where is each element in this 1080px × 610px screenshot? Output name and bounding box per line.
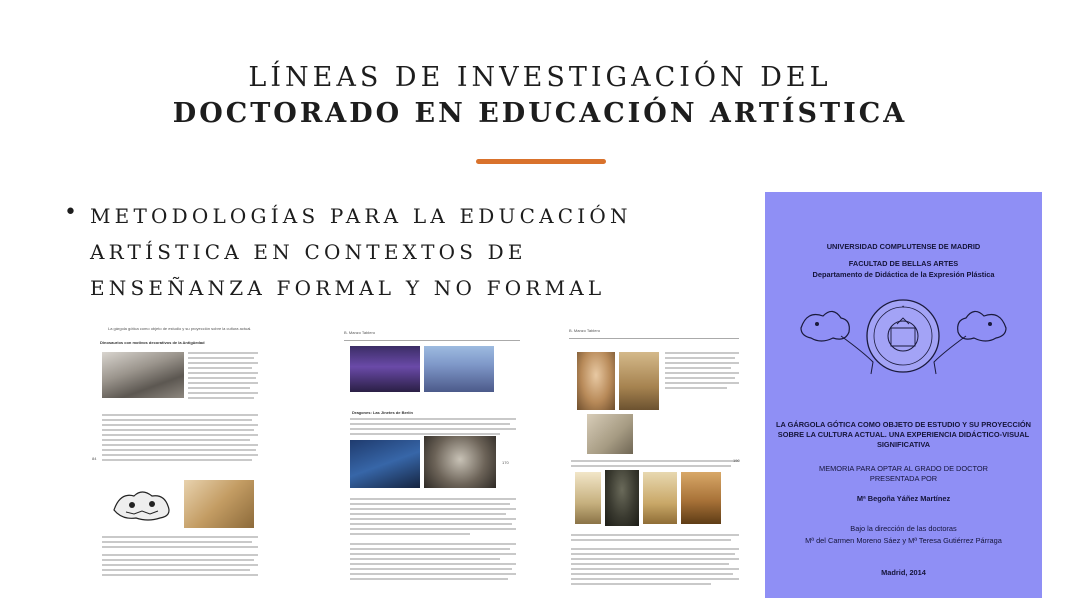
bullet-line: METODOLOGÍAS PARA LA EDUCACIÓN — [90, 204, 632, 228]
gargoyle-face-photo — [424, 436, 496, 488]
page-header: B. Manzo Tablero — [344, 330, 376, 335]
cover-thesis-title-line: SIGNIFICATIVA — [876, 440, 931, 449]
animation-still-photo — [350, 346, 420, 392]
title-accent-divider — [476, 159, 606, 164]
slide-title-line-2: DOCTORADO EN EDUCACIÓN ARTÍSTICA — [172, 98, 908, 130]
page-number: 84 — [92, 456, 97, 461]
cover-thesis-title-line: LA GÁRGOLA GÓTICA COMO OBJETO DE ESTUDIO Y SU PROYECCIÓN — [775, 420, 1031, 429]
page-header: B. Manzo Tablero — [569, 328, 601, 333]
cover-direction-line: Bajo la dirección de las doctoras — [850, 524, 957, 533]
bullet-line: ENSEÑANZA FORMAL Y NO FORMAL — [90, 276, 606, 300]
cover-memoria-line: MEMORIA PARA OPTAR AL GRADO DE DOCTOR — [819, 464, 988, 473]
cover-memoria-line: PRESENTADA POR — [869, 474, 938, 483]
bullet-item — [90, 198, 690, 306]
page-number: 170 — [502, 460, 509, 465]
figurine-photo — [577, 352, 615, 410]
bullet-line: ARTÍSTICA EN CONTEXTOS DE — [90, 240, 527, 264]
slide-title-line-1: LÍNEAS DE INVESTIGACIÓN DEL — [248, 62, 832, 94]
thesis-page-thumbnail-3 — [565, 322, 745, 592]
animation-still-photo — [350, 440, 420, 488]
gargoyle-photo — [102, 352, 184, 398]
gargoyle-sketch-drawing — [108, 480, 178, 526]
thesis-page-thumbnail-2 — [330, 322, 535, 592]
statue-photo — [575, 472, 601, 524]
page-number: 190 — [733, 458, 740, 463]
statue-photo — [643, 472, 677, 524]
cover-direction-line: Mª del Carmen Moreno Sáez y Mª Teresa Gutiérrez Párraga — [805, 536, 1002, 545]
figurine-photo — [619, 352, 659, 410]
winged-figure-photo — [605, 470, 639, 526]
cover-faculty: FACULTAD DE BELLAS ARTES — [848, 259, 959, 268]
ancient-relief-photo — [184, 480, 254, 528]
page-header: La gárgola gótica como objeto de estudio y su proyección sobre la cultura actual. — [108, 326, 252, 331]
cover-department: Departamento de Didáctica de la Expresión Plástica — [812, 270, 995, 279]
thesis-cover — [765, 192, 1042, 598]
cover-place-date: Madrid, 2014 — [881, 568, 926, 577]
thesis-page-thumbnail-1 — [80, 320, 280, 592]
cover-thesis-title-line: SOBRE LA CULTURA ACTUAL. UNA EXPERIENCIA DIDÁCTICO-VISUAL — [777, 430, 1030, 439]
statue-photo — [681, 472, 721, 524]
page-subheading: Dragones: Las Jinetes de Berlín — [352, 410, 413, 415]
relief-photo — [587, 414, 633, 454]
animation-still-photo — [424, 346, 494, 392]
cover-author: Mª Begoña Yáñez Martínez — [856, 494, 951, 503]
cover-university: UNIVERSIDAD COMPLUTENSE DE MADRID — [826, 242, 981, 251]
svg-text:✶: ✶ — [901, 304, 905, 309]
page-section-title: Dinosaurios con motivos decorativos de la Antigüedad — [100, 340, 205, 345]
bullet-marker: • — [64, 200, 77, 225]
university-seal-with-gargoyles-illustration — [793, 292, 1014, 382]
